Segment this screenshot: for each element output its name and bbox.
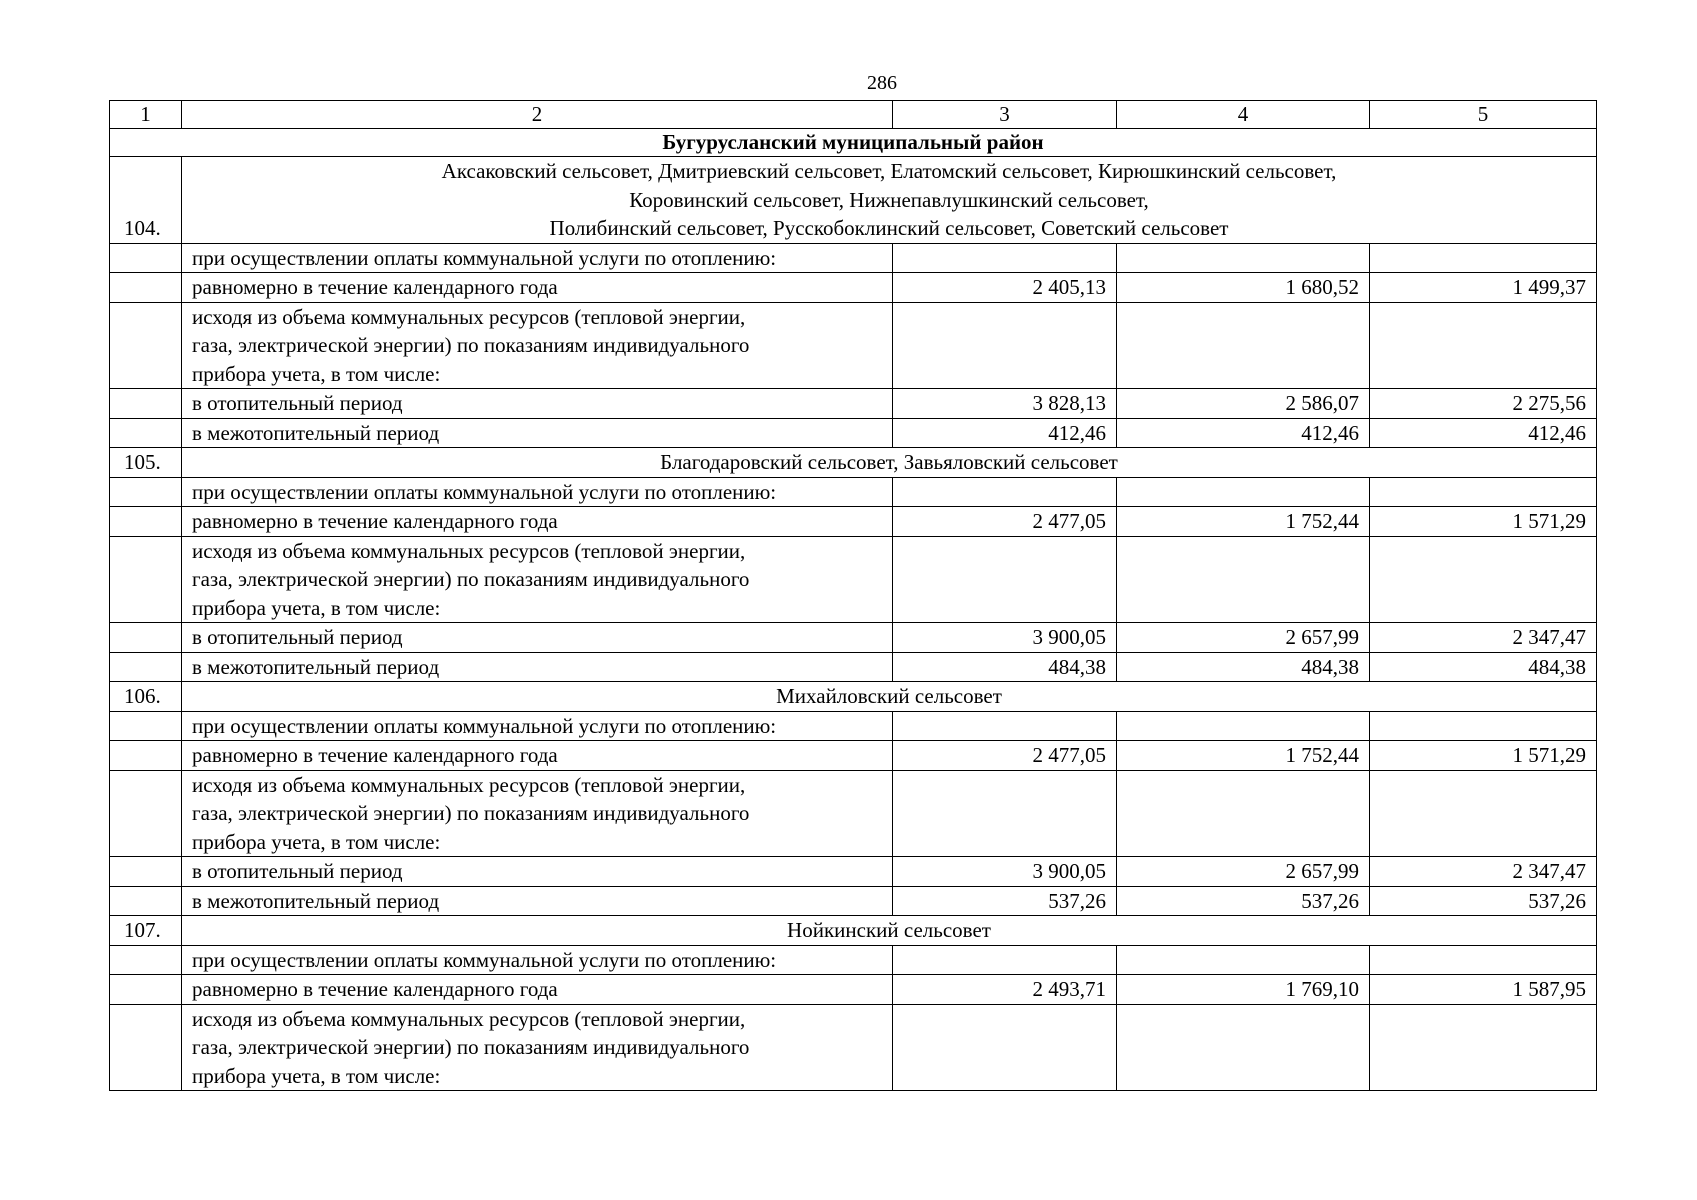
- row-number-cell: [110, 1004, 182, 1091]
- value-cell: [893, 302, 1117, 389]
- group-name: Нойкинский сельсовет: [182, 916, 1597, 946]
- row-number-cell: [110, 857, 182, 887]
- group-number: 106.: [110, 682, 182, 712]
- table-row: [110, 945, 1597, 975]
- row-number-cell: [110, 770, 182, 857]
- row-number-cell: [110, 477, 182, 507]
- group-number: 105.: [110, 448, 182, 478]
- row-label: равномерно в течение календарного года: [182, 975, 893, 1005]
- row-number-cell: [110, 302, 182, 389]
- value-cell: [1370, 243, 1597, 273]
- group-number: 107.: [110, 916, 182, 946]
- row-number-cell: [110, 886, 182, 916]
- value-cell: [1117, 536, 1370, 623]
- value-cell: 3 900,05: [893, 857, 1117, 887]
- value-cell: 537,26: [1370, 886, 1597, 916]
- table-row: [110, 273, 1597, 303]
- group-header-row: [110, 682, 1597, 712]
- row-number-cell: [110, 711, 182, 741]
- row-number-cell: [110, 652, 182, 682]
- district-name: Бугурусланский муниципальный район: [110, 129, 1597, 157]
- row-label: исходя из объема коммунальных ресурсов (тепловой энергии, газа, электрической энергии) по показаниям индивидуального прибора учета, в том числе:: [182, 1004, 893, 1091]
- value-cell: 3 828,13: [893, 389, 1117, 419]
- value-cell: [1370, 1004, 1597, 1091]
- row-number-cell: [110, 243, 182, 273]
- table-row: [110, 886, 1597, 916]
- value-cell: 537,26: [893, 886, 1117, 916]
- value-cell: 2 405,13: [893, 273, 1117, 303]
- district-row: [110, 129, 1597, 157]
- table-body: [110, 101, 1597, 1091]
- value-cell: [1370, 770, 1597, 857]
- value-cell: [893, 945, 1117, 975]
- row-label: исходя из объема коммунальных ресурсов (тепловой энергии, газа, электрической энергии) по показаниям индивидуального прибора учета, в том числе:: [182, 536, 893, 623]
- group-header-row: [110, 916, 1597, 946]
- value-cell: 2 477,05: [893, 741, 1117, 771]
- value-cell: [1117, 302, 1370, 389]
- row-label: в межотопительный период: [182, 886, 893, 916]
- value-cell: 1 587,95: [1370, 975, 1597, 1005]
- table-row: [110, 857, 1597, 887]
- group-name: Аксаковский сельсовет, Дмитриевский сельсовет, Елатомский сельсовет, Кирюшкинский сельсовет, Коровинский сельсовет, Нижнепавлушкинский сельсовет, Полибинский сельсовет, Русскобоклинский сельсовет, Советский сельсовет: [182, 157, 1597, 244]
- row-label: равномерно в течение календарного года: [182, 741, 893, 771]
- value-cell: 2 477,05: [893, 507, 1117, 537]
- value-cell: 2 586,07: [1117, 389, 1370, 419]
- table-row: [110, 975, 1597, 1005]
- row-label: при осуществлении оплаты коммунальной услуги по отоплению:: [182, 243, 893, 273]
- value-cell: [1370, 302, 1597, 389]
- row-label: исходя из объема коммунальных ресурсов (тепловой энергии, газа, электрической энергии) по показаниям индивидуального прибора учета, в том числе:: [182, 302, 893, 389]
- value-cell: [1117, 477, 1370, 507]
- value-cell: [893, 536, 1117, 623]
- value-cell: [893, 770, 1117, 857]
- table-row: [110, 741, 1597, 771]
- table-row: [110, 507, 1597, 537]
- value-cell: 537,26: [1117, 886, 1370, 916]
- group-name: Михайловский сельсовет: [182, 682, 1597, 712]
- value-cell: 1 571,29: [1370, 507, 1597, 537]
- table-row: [110, 418, 1597, 448]
- value-cell: 3 900,05: [893, 623, 1117, 653]
- value-cell: 2 657,99: [1117, 623, 1370, 653]
- table-row: [110, 770, 1597, 857]
- row-label: в отопительный период: [182, 857, 893, 887]
- row-label: в отопительный период: [182, 389, 893, 419]
- table-row: [110, 243, 1597, 273]
- column-header: 2: [182, 101, 893, 129]
- table-row: [110, 536, 1597, 623]
- row-number-cell: [110, 975, 182, 1005]
- row-number-cell: [110, 945, 182, 975]
- column-header: 3: [893, 101, 1117, 129]
- row-label: равномерно в течение календарного года: [182, 507, 893, 537]
- row-label: при осуществлении оплаты коммунальной услуги по отоплению:: [182, 945, 893, 975]
- table-row: [110, 652, 1597, 682]
- group-header-row: [110, 157, 1597, 244]
- table-row: [110, 711, 1597, 741]
- value-cell: 2 493,71: [893, 975, 1117, 1005]
- value-cell: 1 571,29: [1370, 741, 1597, 771]
- row-number-cell: [110, 507, 182, 537]
- row-number-cell: [110, 418, 182, 448]
- value-cell: 2 347,47: [1370, 857, 1597, 887]
- row-label: исходя из объема коммунальных ресурсов (тепловой энергии, газа, электрической энергии) по показаниям индивидуального прибора учета, в том числе:: [182, 770, 893, 857]
- value-cell: [1370, 945, 1597, 975]
- column-number-header-row: [110, 101, 1597, 129]
- table-row: [110, 1004, 1597, 1091]
- page-number: 286: [867, 72, 897, 94]
- group-number: 104.: [110, 157, 182, 244]
- group-header-row: [110, 448, 1597, 478]
- value-cell: [1117, 711, 1370, 741]
- table-row: [110, 623, 1597, 653]
- value-cell: 1 499,37: [1370, 273, 1597, 303]
- column-header: 1: [110, 101, 182, 129]
- value-cell: 484,38: [1370, 652, 1597, 682]
- row-label: в межотопительный период: [182, 652, 893, 682]
- value-cell: [893, 711, 1117, 741]
- row-number-cell: [110, 741, 182, 771]
- value-cell: [1370, 711, 1597, 741]
- value-cell: [1117, 770, 1370, 857]
- value-cell: [1370, 477, 1597, 507]
- table-row: [110, 389, 1597, 419]
- value-cell: 484,38: [1117, 652, 1370, 682]
- value-cell: 2 657,99: [1117, 857, 1370, 887]
- value-cell: 2 275,56: [1370, 389, 1597, 419]
- value-cell: [1117, 945, 1370, 975]
- row-number-cell: [110, 623, 182, 653]
- row-label: в межотопительный период: [182, 418, 893, 448]
- value-cell: [1117, 1004, 1370, 1091]
- tariff-table: [109, 100, 1597, 1091]
- row-label: равномерно в течение календарного года: [182, 273, 893, 303]
- value-cell: [893, 1004, 1117, 1091]
- value-cell: 412,46: [1370, 418, 1597, 448]
- group-name: Благодаровский сельсовет, Завьяловский сельсовет: [182, 448, 1597, 478]
- row-label: при осуществлении оплаты коммунальной услуги по отоплению:: [182, 711, 893, 741]
- row-number-cell: [110, 273, 182, 303]
- value-cell: [893, 243, 1117, 273]
- value-cell: 1 752,44: [1117, 741, 1370, 771]
- value-cell: 1 752,44: [1117, 507, 1370, 537]
- table-row: [110, 477, 1597, 507]
- value-cell: [1117, 243, 1370, 273]
- value-cell: 2 347,47: [1370, 623, 1597, 653]
- row-label: при осуществлении оплаты коммунальной услуги по отоплению:: [182, 477, 893, 507]
- table-row: [110, 302, 1597, 389]
- value-cell: 412,46: [893, 418, 1117, 448]
- row-label: в отопительный период: [182, 623, 893, 653]
- value-cell: 1 769,10: [1117, 975, 1370, 1005]
- value-cell: [893, 477, 1117, 507]
- value-cell: 412,46: [1117, 418, 1370, 448]
- column-header: 4: [1117, 101, 1370, 129]
- row-number-cell: [110, 389, 182, 419]
- row-number-cell: [110, 536, 182, 623]
- column-header: 5: [1370, 101, 1597, 129]
- value-cell: 484,38: [893, 652, 1117, 682]
- value-cell: 1 680,52: [1117, 273, 1370, 303]
- value-cell: [1370, 536, 1597, 623]
